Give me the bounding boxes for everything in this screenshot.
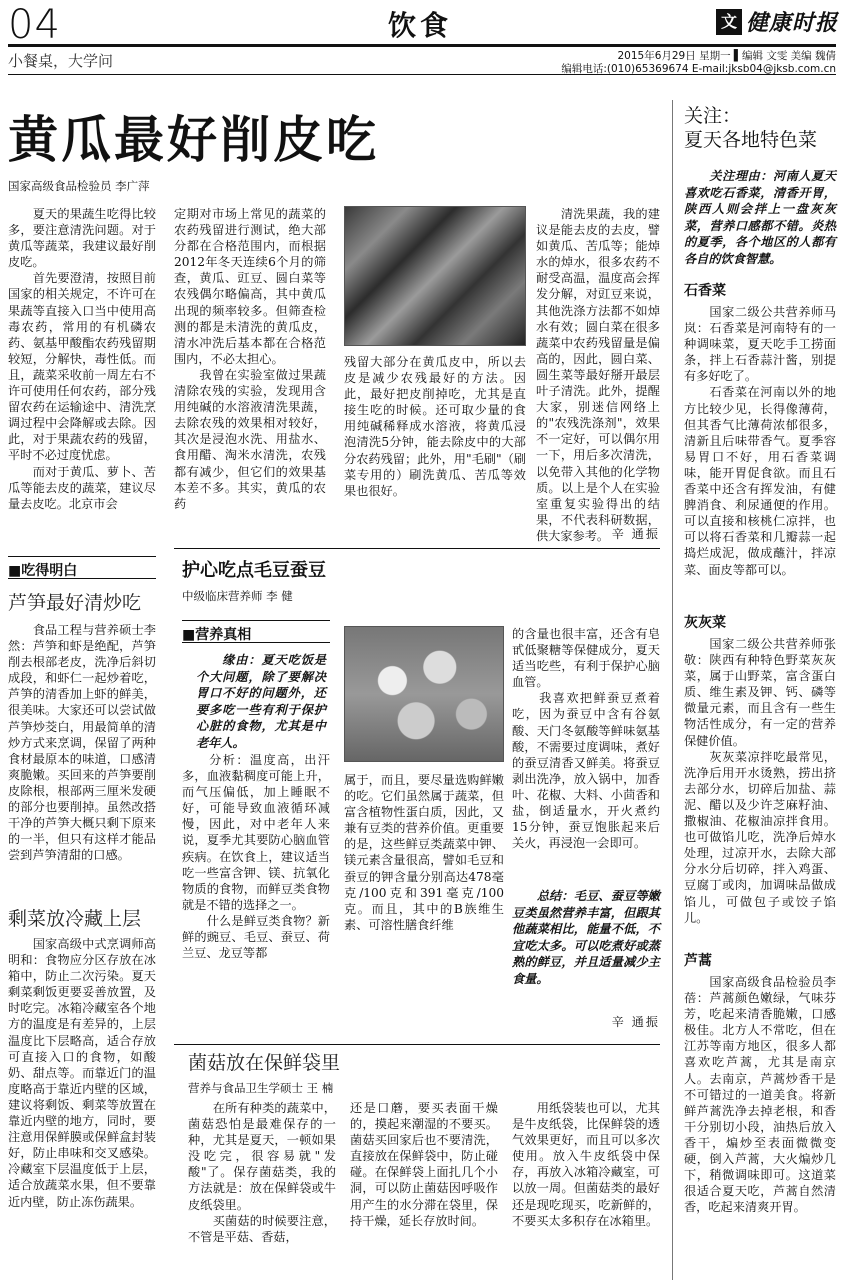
right-intro: 关注理由：河南人夏天喜欢吃石香菜，清香开胃，陕西人则会拌上一盘灰灰菜，营养口感都不错。炎热的夏季，各个地区的人都有各自的饮食智慧。 xyxy=(684,169,836,266)
right-text-shixiangcai: 国家二级公共营养师马岚：石香菜是河南特有的一种调味菜，夏天吃手工捞面条，拌上石香蒜汁酱，别提有多好吃了。 石香菜在河南以外的地方比较少见，长得像薄荷，但其香气比薄荷浓郁很多，清新且后味带香气。夏季容易胃口不好，用石香菜调味，能开胃促食欲。而且石香菜中还含有挥发油，有健脾消食、利尿通便的作用。可以直接和核桃仁凉拌，也可以将石香菜和几瓣蒜一起捣烂成泥，做成蘸汁，拌凉菜、面皮等都可以。 xyxy=(684,305,836,577)
header-rule xyxy=(8,44,836,47)
beans-box-title: ■营养真相 xyxy=(182,627,252,643)
mushroom-top-rule xyxy=(174,1044,660,1045)
main-headline: 黄瓜最好削皮吃 xyxy=(8,110,379,169)
mushroom-byline: 营养与食品卫生学硕士 王 楠 xyxy=(188,1081,334,1095)
main-byline: 国家高级食品检验员 李广萍 xyxy=(8,179,150,193)
beans-box-rule-2 xyxy=(182,642,330,643)
main-col-1: 夏天的果蔬生吃得比较多，要注意清洗问题。对于黄瓜等蔬菜，我建议最好削皮吃。 首先要澄清，按照目前国家的相关规定，不许可在果蔬等直接入口当中使用高毒农药，常用的有机磷农药、氨基甲酸酯农药残留期较短，分解快，毒性低。而且，蔬菜采收前一周左右不许可使用任何农药，部分残留农药在运输途中、清洗烹调过程中会降解或去除。因此，对于果蔬农药的残留，平时不必过度忧虑。 而对于黄瓜、萝卜、苦瓜等能去皮的蔬菜，建议尽量去皮吃。北京市会 xyxy=(8,207,156,511)
left-box-title: ■吃得明白 xyxy=(8,563,78,579)
story-asparagus-text: 食品工程与营养硕士李然：芦笋和虾是绝配，芦笋削去根部老皮，洗净后斜切成段，和虾仁一起炒着吃，芦笋的清香加上虾的鲜美，很美味。大家还可以尝试做芦笋炒茭白，用最简单的清炒方式来烹调，保留了两种食材最原本的味道，口感清爽脆嫩。买回来的芦笋要削皮除根，根部两三厘米发硬的部分也要削掉。虽然改搭干净的芦笋大概只剩下原来的一半，但只有这样才能品尝到芦笋清甜的口感。 xyxy=(8,623,156,863)
column-name: 小餐桌，大学问 xyxy=(8,52,114,70)
story-leftovers-title: 剩菜放冷藏上层 xyxy=(8,908,142,930)
right-text-luhao: 国家高级食品检验员李蓓：芦蒿颜色嫩绿，气味芬芳，吃起来清香脆嫩，口感极佳。北方人不常吃，但在江苏等南方地区，很多人都喜欢吃芦蒿，尤其是南京人。去南京，芦蒿炒香干是不可错过的一道美食。将新鲜芦蒿洗净去掉老根，和香干分别切小段，油热后放入香干，煸炒至表面微微变硬，倒入芦蒿，大火煸炒几下，稍微调味即可。这道菜很适合夏天吃，芦蒿自然清香，吃起来清爽开胃。 xyxy=(684,975,836,1215)
right-text-huihuicai: 国家二级公共营养师张敬：陕西有种特色野菜灰灰菜，属于山野菜，富含蛋白质、维生素及钾、钙、磷等微量元素，而且含有一些生物活性成分，有一定的营养保健价值。 灰灰菜凉拌吃最常见，洗净后用开水烫熟，捞出挤去部分水，切碎后加盐、蒜泥、醋以及少许芝麻籽油、撒椒油、花椒油凉拌食用。也可做馅儿吃，洗净后焯水处理，过凉开水，去除大部分水分后切碎，拌入鸡蛋、豆腐丁或肉，加调味品做成馅儿，可做包子或饺子馅儿。 xyxy=(684,637,836,925)
beans-intro: 缘由：夏天吃饭是个大问题，除了要解决胃口不好的问题外，还要多吃一些有利于保护心脏的食物，尤其是中老年人。 xyxy=(196,653,326,750)
logo-mark: 文 xyxy=(716,9,742,35)
right-column-divider xyxy=(672,100,673,1280)
beans-text-left: 分析：温度高，出汗多，血液黏稠度可能上升，而气压偏低，加上睡眠不好，可能导致血液循环减慢，因此，对中老年人来说，夏季尤其要防心脑血管疾病。在饮食上，建议适当吃一些富含钾、镁、抗氧化物质的食物，而鲜豆类食物就是不错的选择之一。 什么是鲜豆类食物？新鲜的豌豆、毛豆、蚕豆、荷兰豆、龙豆等都 xyxy=(182,753,330,961)
beans-text-right: 的含量也很丰富，还含有皂甙低聚糖等保健成分，夏天适当吃些，有利于保护心脑血管。 我喜欢把鲜蚕豆煮着吃，因为蚕豆中含有谷氨酸、天门冬氨酸等鲜味氨基酸，不需要过度调味，煮好的蚕豆清香又鲜美。将蚕豆剥出洗净，放入锅中，加香叶、花椒、大料、小茴香和盐，倒适量水，开火煮约15分钟，蚕豆饱胀起来后关火，再浸泡一会即可。 xyxy=(512,627,660,851)
beans-byline: 中级临床营养师 李 健 xyxy=(182,589,293,603)
main-col-3: 残留大部分在黄瓜皮中，所以去皮是减少农残最好的方法。因此，最好把皮削掉吃，尤其是直接生吃的时候。还可取少量的食用纯碱稀释成水溶液，将黄瓜浸泡清洗5分钟，能去除皮中的大部分农药残留；此外，用"毛刷"（刷菜专用的）刷洗黄瓜、苦瓜等效果也很好。 xyxy=(344,355,526,498)
left-box-rule-2 xyxy=(8,578,156,579)
beans-box-rule xyxy=(182,620,330,621)
right-h-luhao: 芦蒿 xyxy=(684,953,712,969)
story-leftovers-text: 国家高级中式烹调师高明和：食物应分区存放在冰箱中，防止二次污染。夏天剩菜剩饭更要妥善放置，及时吃完。冰箱冷藏室各个地方的温度是有差异的，上层温度比下层略高，适合存放可直接入口的食物，如酸奶、甜点等。而靠近门的温度略高于靠近内壁的区域，建议将剩饭、剩菜等放置在靠近内壁的地方，同时，要注意用保鲜膜或保鲜盒封装好，防止串味和交叉感染。冷藏室下层温度低于上层，适合放蔬菜水果，但不要靠近内壁，防止冻伤蔬果。 xyxy=(8,937,156,1209)
mushroom-col-1: 在所有种类的蔬菜中，菌菇恐怕是最难保存的一种，尤其是夏天，一顿如果没吃完，很容易就"发酸"了。保存菌菇类，我的方法就是：放在保鲜袋或牛皮纸袋里。 买菌菇的时候要注意，不管是平菇、香菇， xyxy=(188,1101,336,1244)
beans-title: 护心吃点毛豆蚕豆 xyxy=(182,560,326,581)
story-asparagus-title: 芦笋最好清炒吃 xyxy=(8,592,142,614)
right-h-huihuicai: 灰灰菜 xyxy=(684,615,726,631)
mushroom-title: 菌菇放在保鲜袋里 xyxy=(188,1052,341,1074)
main-col-4: 清洗果蔬，我的建议是能去皮的去皮，譬如黄瓜、苦瓜等；能焯水的焯水，很多农药不耐受高温，温度高会挥发分解，对豇豆来说，其他洗涤方法都不如焯水有效；圆白菜在很多蔬菜中农药残留量是偏高的，因此，圆白菜、圆生菜等最好掰开最层叶子清洗。此外，提醒大家，别迷信网络上的"农残洗涤剂"，效果不一定好，可以偶尔用一下，用后多次清洗，以免带入其他的化学物质。以上是个人在实验室重复实验得出的结果，不代表科研数据，供大家参考。 xyxy=(536,207,660,543)
left-box-rule xyxy=(8,556,156,557)
newspaper-logo xyxy=(716,6,840,40)
logo-text: 健康时报 xyxy=(746,10,839,36)
right-h-shixiangcai: 石香菜 xyxy=(684,283,726,299)
main-col-2: 定期对市场上常见的蔬菜的农药残留进行测试，绝大部分都在合格范围内，而根据2012年冬天连续6个月的筛查，黄瓜、豇豆、圆白菜等农残偶尔略偏高，其中黄瓜出现的频率较多。但筛查检测的都是未清洗的黄瓜皮，清水冲洗后基本都在合格范围内，不必太担心。 我曾在实验室做过果蔬清除农残的实验，发现用含用纯碱的水溶液清洗果蔬，去除农残的效果相对较好，其次是浸泡水洗、用盐水、食用醋、淘米水清洗，农残都有减少，但它们的效果基本差不多。其实，黄瓜的农药 xyxy=(174,207,326,511)
beans-text-mid: 属于，而且，要尽量选购鲜嫩的吃。它们虽然属于蔬菜，但富含植物性蛋白质，因此，又兼有豆类的营养价值。更重要的是，这些鲜豆类蔬菜中钾、镁元素含量很高，譬如毛豆和蚕豆的钾含量分别高达478毫克/100克和391毫克/100克。而且，其中的B族维生素、可溶性膳食纤维 xyxy=(344,773,504,932)
beans-author: 辛 通振 xyxy=(611,1015,660,1029)
beans-photo xyxy=(344,626,504,762)
right-kicker: 关注： xyxy=(684,105,742,127)
beans-summary: 总结：毛豆、蚕豆等嫩豆类虽然营养丰富，但跟其他蔬菜相比，能量不低，不宜吃太多。可以吃煮好或蒸熟的鲜豆，并且适量减少主食量。 xyxy=(512,889,660,986)
section-title: 饮食 xyxy=(388,9,453,42)
contact-line: 编辑电话:(010)65369674 E-mail:jksb04@jksb.com.cn xyxy=(561,63,836,75)
right-title: 夏天各地特色菜 xyxy=(684,129,818,151)
cucumber-photo xyxy=(344,206,526,346)
page-number: 04 xyxy=(8,2,61,48)
date-editor-line: 2015年6月29日 星期一 ▌编辑 文雯 美编 魏倩 xyxy=(617,50,836,62)
header-thin-rule xyxy=(8,74,836,75)
mushroom-col-3: 用纸袋装也可以，尤其是牛皮纸袋，比保鲜袋的透气效果更好，而且可以多次使用。放入牛皮纸袋中保存，再放入冰箱冷藏室，可以放一周。但菌菇类的最好还是现吃现买，吃新鲜的，不要买太多积存在冰箱里。 xyxy=(512,1101,660,1228)
mushroom-col-2: 还是口蘑，要买表面干燥的，摸起来潮湿的不要买。菌菇买回家后也不要清洗，直接放在保鲜袋中，防止碰碰。在保鲜袋上面扎几个小洞，可以防止菌菇因呼吸作用产生的水分滞在袋里，保持干燥，延长存放时间。 xyxy=(350,1101,498,1228)
main-author: 辛 通振 xyxy=(611,527,660,541)
beans-top-rule xyxy=(174,548,660,549)
